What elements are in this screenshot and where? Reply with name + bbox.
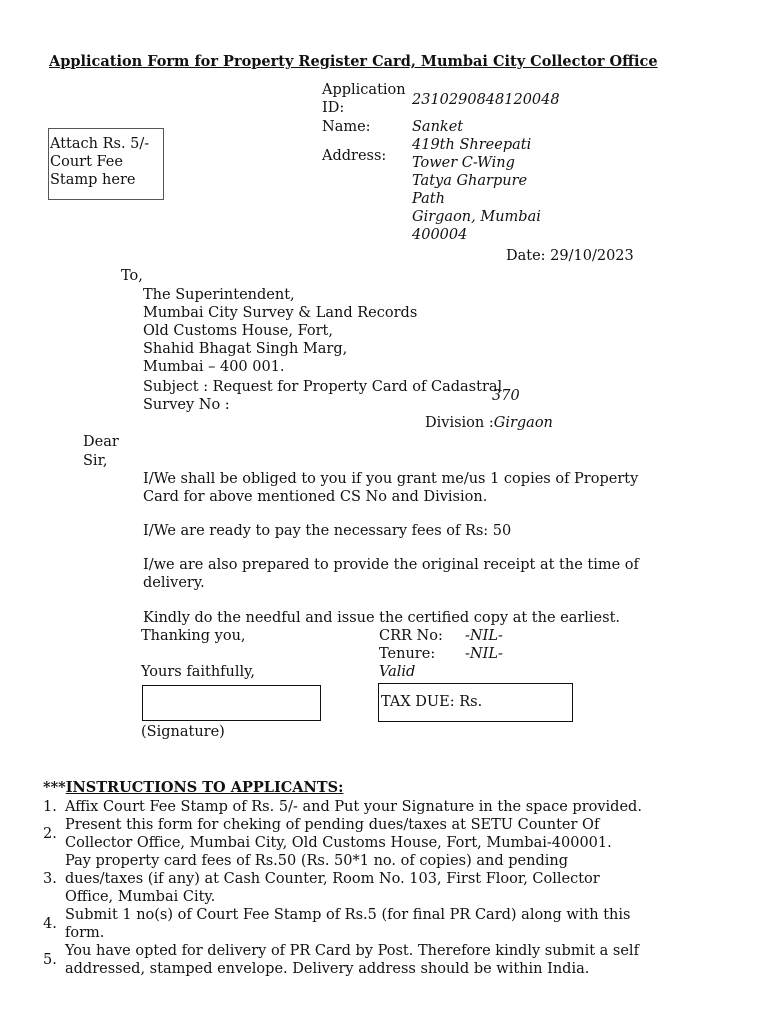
instruction-item bbox=[43, 906, 643, 942]
instructions-heading bbox=[43, 779, 343, 797]
tax-due-box bbox=[378, 683, 573, 722]
paragraph-needful: Kindly do the needful and issue the certified copy at the earliest. bbox=[143, 610, 621, 626]
name-label: Name: bbox=[322, 119, 371, 135]
date: Date: 29/10/2023 bbox=[506, 248, 634, 264]
instruction-item bbox=[43, 798, 643, 816]
instruction-text: Submit 1 no(s) of Court Fee Stamp of Rs.5 (for final PR Card) along with this form. bbox=[65, 907, 631, 941]
to-label: To, bbox=[121, 268, 143, 284]
instructions-title: INSTRUCTIONS TO APPLICANTS: bbox=[65, 779, 344, 796]
tenure-label: Tenure: bbox=[379, 646, 436, 662]
instruction-number: 3. bbox=[43, 871, 57, 887]
subject-label-line2: Survey No : bbox=[143, 397, 230, 413]
address-line: 400004 bbox=[412, 227, 468, 243]
subject-label: Subject : Request for Property Card of Cadastral bbox=[143, 379, 503, 395]
paragraph-receipt: I/we are also prepared to provide the original receipt at the time of delivery. bbox=[143, 557, 639, 591]
instruction-text: You have opted for delivery of PR Card by Post. Therefore kindly submit a self addressed, stamped envelope. Delivery address should be within India. bbox=[65, 943, 639, 977]
instruction-text: Pay property card fees of Rs.50 (Rs. 50*1 no. of copies) and pending dues/taxes (if any) at Cash Counter, Room No. 103, First Floor, Collector Office, Mumbai City. bbox=[65, 853, 600, 905]
recipient-line: Mumbai City Survey & Land Records bbox=[143, 305, 418, 321]
instruction-number: 4. bbox=[43, 916, 57, 932]
division-label: Division : bbox=[425, 415, 494, 431]
validity-status: Valid bbox=[379, 664, 416, 680]
salutation-dear: Dear bbox=[83, 434, 119, 450]
recipient-line: The Superintendent, bbox=[143, 287, 295, 303]
crr-value: -NIL- bbox=[465, 628, 503, 644]
address-label: Address: bbox=[322, 148, 387, 164]
instruction-number: 2. bbox=[43, 826, 57, 842]
recipient-line: Old Customs House, Fort, bbox=[143, 323, 333, 339]
instruction-item bbox=[43, 942, 643, 978]
application-id-value: 2310290848120048 bbox=[412, 92, 560, 108]
instruction-item bbox=[43, 816, 643, 852]
instruction-number: 1. bbox=[43, 799, 57, 815]
division-value: Girgaon bbox=[493, 415, 553, 431]
instructions-prefix: *** bbox=[43, 779, 66, 796]
paragraph-fees: I/We are ready to pay the necessary fees of Rs: 50 bbox=[143, 523, 512, 539]
address-line: Tatya Gharpure bbox=[412, 173, 528, 189]
instruction-text: Affix Court Fee Stamp of Rs. 5/- and Put your Signature in the space provided. bbox=[65, 799, 642, 815]
address-line: Path bbox=[412, 191, 445, 207]
tax-due-label: TAX DUE: Rs. bbox=[381, 694, 483, 710]
instruction-item bbox=[43, 852, 643, 906]
address-line: 419th Shreepati bbox=[412, 137, 532, 153]
recipient-line: Mumbai – 400 001. bbox=[143, 359, 285, 375]
tenure-value: -NIL- bbox=[465, 646, 503, 662]
name-value: Sanket bbox=[412, 119, 464, 135]
signature-label: (Signature) bbox=[141, 724, 225, 740]
survey-number: 370 bbox=[492, 388, 520, 404]
yours-faithfully: Yours faithfully, bbox=[141, 664, 256, 680]
instructions-list bbox=[43, 798, 643, 978]
address-line: Girgaon, Mumbai bbox=[412, 209, 541, 225]
signature-box bbox=[142, 685, 321, 721]
salutation-sir: Sir, bbox=[83, 453, 108, 469]
address-value bbox=[412, 136, 541, 244]
crr-label: CRR No: bbox=[379, 628, 443, 644]
application-id-label: Application ID: bbox=[322, 82, 406, 116]
thanking-you: Thanking you, bbox=[141, 628, 246, 644]
instruction-text: Present this form for cheking of pending dues/taxes at SETU Counter Of Collector Office, Mumbai City, Old Customs House, Fort, Mumbai-400001. bbox=[65, 817, 612, 851]
recipient-line: Shahid Bhagat Singh Marg, bbox=[143, 341, 348, 357]
paragraph-request: I/We shall be obliged to you if you grant me/us 1 copies of Property Card for above mentioned CS No and Division. bbox=[143, 471, 639, 505]
recipient-address bbox=[143, 286, 417, 376]
address-line: Tower C-Wing bbox=[412, 155, 515, 171]
instruction-number: 5. bbox=[43, 952, 57, 968]
form-title: Application Form for Property Register Card, Mumbai City Collector Office bbox=[49, 53, 658, 70]
court-fee-stamp-box: Attach Rs. 5/- Court Fee Stamp here bbox=[48, 128, 164, 200]
division bbox=[425, 414, 553, 432]
